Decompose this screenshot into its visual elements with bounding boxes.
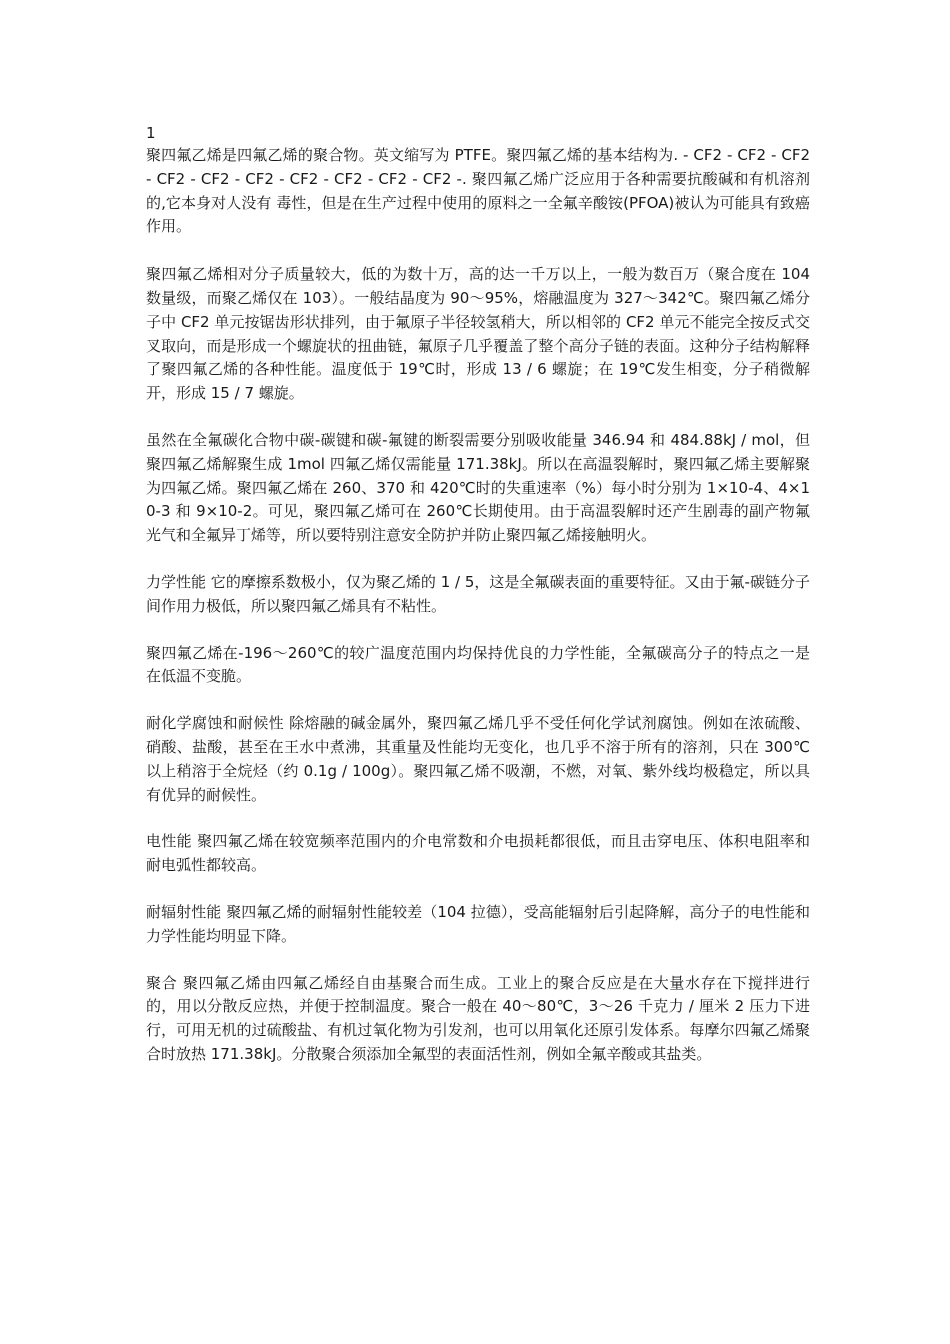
page-number: 1 xyxy=(146,124,156,142)
paragraph-thermal-decomposition: 虽然在全氟碳化合物中碳-碳键和碳-氟键的断裂需要分别吸收能量 346.94 和 484.88kJ / mol，但聚四氟乙烯解聚生成 1mol 四氟乙烯仅需能量 171.38kJ。所以在高温裂解时，聚四氟乙烯主要解聚为四氟乙烯。聚四氟乙烯在 260、370 和 420℃时的失重速率（%）每小时分别为 1×10-4、4×10-3 和 9×10-2。可见，聚四氟乙烯可在 260℃长期使用。由于高温裂解时还产生剧毒的副产物氟光气和全氟异丁烯等，所以要特别注意安全防护并防止聚四氟乙烯接触明火。 xyxy=(146,430,810,545)
paragraph-temperature-range: 聚四氟乙烯在-196～260℃的较广温度范围内均保持优良的力学性能，全氟碳高分子的特点之一是在低温不变脆。 xyxy=(146,643,810,686)
paragraph-chemical-resistance: 耐化学腐蚀和耐候性 除熔融的碱金属外，聚四氟乙烯几乎不受任何化学试剂腐蚀。例如在浓硫酸、硝酸、盐酸，甚至在王水中煮沸，其重量及性能均无变化，也几乎不溶于所有的溶剂，只在 300℃以上稍溶于全烷烃（约 0.1g / 100g）。聚四氟乙烯不吸潮，不燃，对氧、紫外线均极稳定，所以具有优异的耐候性。 xyxy=(146,714,810,804)
paragraph-radiation-resistance: 耐辐射性能 聚四氟乙烯的耐辐射性能较差（104 拉德），受高能辐射后引起降解，高分子的电性能和力学性能均明显下降。 xyxy=(146,902,810,945)
paragraph-molecular-structure: 聚四氟乙烯相对分子质量较大，低的为数十万，高的达一千万以上，一般为数百万（聚合度在 104 数量级，而聚乙烯仅在 103）。一般结晶度为 90～95%，熔融温度为 327～342℃。聚四氟乙烯分子中 CF2 单元按锯齿形状排列，由于氟原子半径较氢稍大，所以相邻的 CF2 单元不能完全按反式交叉取向，而是形成一个螺旋状的扭曲链，氟原子几乎覆盖了整个高分子链的表面。这种分子结构解释了聚四氟乙烯的各种性能。温度低于 19℃时，形成 13 / 6 螺旋；在 19℃发生相变，分子稍微解开，形成 15 / 7 螺旋。 xyxy=(146,265,810,403)
paragraph-mechanical-properties: 力学性能 它的摩擦系数极小，仅为聚乙烯的 1 / 5，这是全氟碳表面的重要特征。又由于氟-碳链分子间作用力极低，所以聚四氟乙烯具有不粘性。 xyxy=(146,572,810,615)
paragraph-polymerization: 聚合 聚四氟乙烯由四氟乙烯经自由基聚合而生成。工业上的聚合反应是在大量水存在下搅拌进行的，用以分散反应热，并便于控制温度。聚合一般在 40～80℃，3～26 千克力 / 厘米 2 压力下进行，可用无机的过硫酸盐、有机过氧化物为引发剂，也可以用氧化还原引发体系。每摩尔四氟乙烯聚合时放热 171.38kJ。分散聚合须添加全氟型的表面活性剂，例如全氟辛酸或其盐类。 xyxy=(146,973,810,1063)
document-page xyxy=(146,122,810,1090)
paragraph-electrical-properties: 电性能 聚四氟乙烯在较宽频率范围内的介电常数和介电损耗都很低，而且击穿电压、体积电阻率和耐电弧性都较高。 xyxy=(146,832,810,875)
paragraph-intro: 聚四氟乙烯是四氟乙烯的聚合物。英文缩写为 PTFE。聚四氟乙烯的基本结构为. - CF2 - CF2 - CF2 - CF2 - CF2 - CF2 - CF2 - CF2 - CF2 - CF2 -. 聚四氟乙烯广泛应用于各种需要抗酸碱和有机溶剂的,它本身对人没有 毒性，但是在生产过程中使用的原料之一全氟辛酸铵(PFOA)被认为可能具有致癌作用。 xyxy=(146,146,810,236)
